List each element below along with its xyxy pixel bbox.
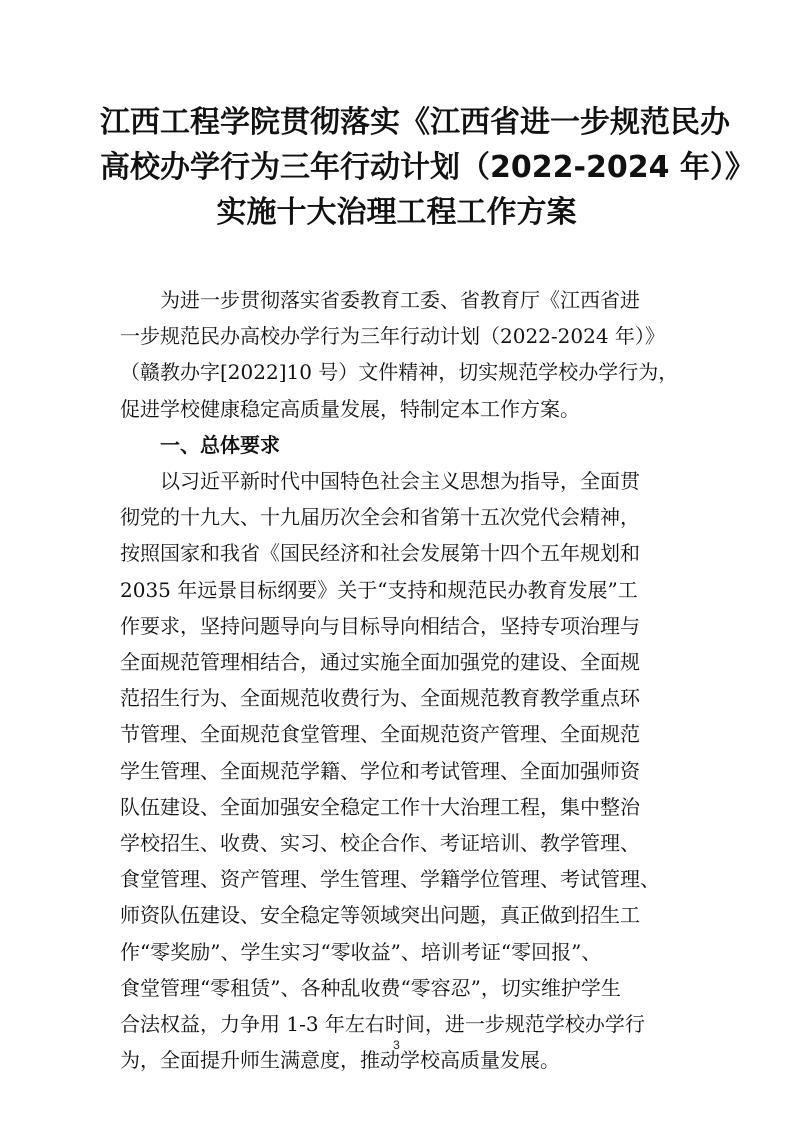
intro-paragraph xyxy=(120,282,680,427)
document-title xyxy=(100,100,755,235)
text-line: （赣教办字[2022]10 号）文件精神，切实规范学校办学行为， xyxy=(120,360,679,385)
text-line: 彻党的十九大、十九届历次全会和省第十五次党代会精神， xyxy=(120,505,640,530)
text-line: 促进学校健康稳定高质量发展，特制定本工作方案。 xyxy=(120,396,580,421)
text-line: 学生管理、全面规范学籍、学位和考试管理、全面加强师资 xyxy=(120,758,640,783)
title-line: 高校办学行为三年行动计划（2022-2024 年）》 xyxy=(100,150,755,185)
text-line: 范招生行为、全面规范收费行为、全面规范教育教学重点环 xyxy=(120,686,640,711)
text-line: 节管理、全面规范食堂管理、全面规范资产管理、全面规范 xyxy=(120,722,640,747)
text-line: 师资队伍建设、安全稳定等领域突出问题，真正做到招生工 xyxy=(120,903,640,928)
text-line: 为进一步贯彻落实省委教育工委、省教育厅《江西省进 xyxy=(160,288,640,312)
text-line: 2035 年远景目标纲要》关于“支持和规范民办教育发展”工 xyxy=(120,577,638,602)
text-line: 食堂管理“零租赁”、各种乱收费“零容忍”，切实维护学生 xyxy=(120,975,621,1000)
title-line: 实施十大治理工程工作方案 xyxy=(216,195,577,230)
document-body xyxy=(120,282,680,1078)
text-line: 队伍建设、全面加强安全稳定工作十大治理工程，集中整治 xyxy=(120,794,640,819)
text-line: 作要求，坚持问题导向与目标导向相结合，坚持专项治理与 xyxy=(120,613,640,638)
section-1 xyxy=(120,427,680,1079)
text-line: 作“零奖励”、学生实习“零收益”、培训考证“零回报”、 xyxy=(120,939,602,964)
text-line: 一步规范民办高校办学行为三年行动计划（2022-2024 年）》 xyxy=(120,324,665,349)
title-line: 江西工程学院贯彻落实《江西省进一步规范民办 xyxy=(100,105,730,140)
text-line: 按照国家和我省《国民经济和社会发展第十四个五年规划和 xyxy=(120,541,640,566)
text-line: 为，全面提升师生满意度，推动学校高质量发展。 xyxy=(120,1048,560,1073)
text-line: 食堂管理、资产管理、学生管理、学籍学位管理、考试管理、 xyxy=(120,867,660,892)
text-line: 以习近平新时代中国特色社会主义思想为指导，全面贯 xyxy=(160,469,640,494)
section-heading: 一、总体要求 xyxy=(160,432,280,457)
text-line: 学校招生、收费、实习、校企合作、考证培训、教学管理、 xyxy=(120,831,640,856)
text-line: 全面规范管理相结合，通过实施全面加强党的建设、全面规 xyxy=(120,650,640,675)
text-line: 合法权益，力争用 1-3 年左右时间，进一步规范学校办学行 xyxy=(120,1012,645,1037)
page-number: 3 xyxy=(393,1038,400,1052)
